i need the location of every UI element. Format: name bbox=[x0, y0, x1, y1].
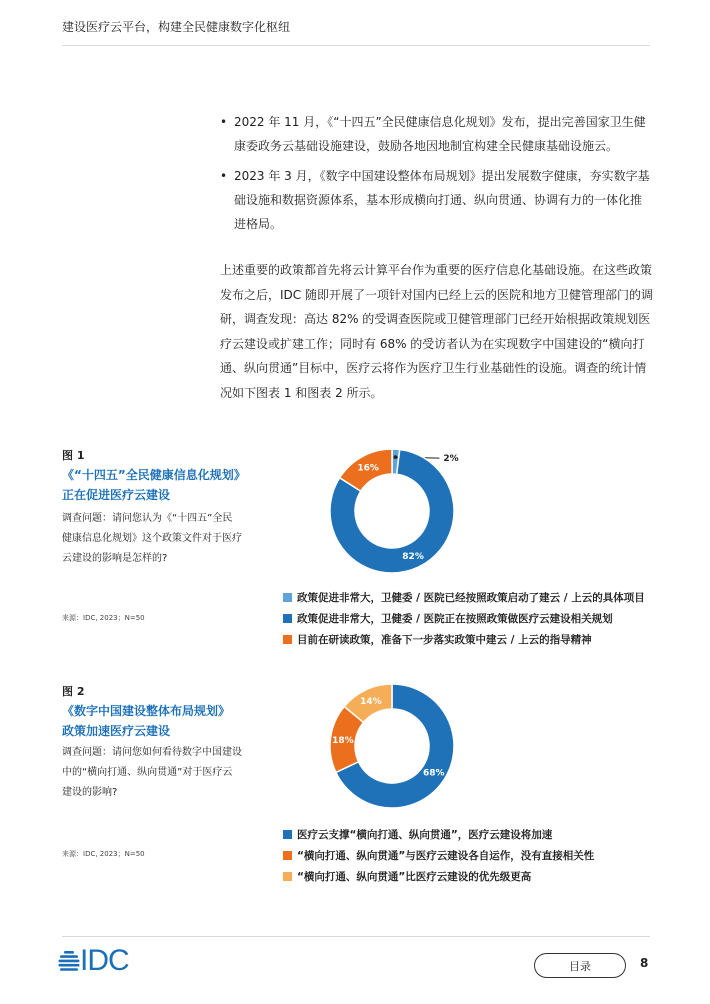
legend-label: “横向打通、纵向贯通”比医疗云建设的优先级更高 bbox=[297, 871, 532, 883]
figure-1-legend bbox=[283, 590, 663, 650]
legend-item bbox=[283, 590, 645, 605]
legend-label: “横向打通、纵向贯通”与医疗云建设各自运作，没有直接相关性 bbox=[297, 850, 595, 862]
legend-item bbox=[283, 848, 594, 863]
bullet-line: 2022 年 11 月，《“十四五”全民健康信息化规划》发布，提出完善国家卫生健 bbox=[234, 115, 646, 129]
slice-value-label: 14% bbox=[360, 697, 382, 708]
paragraph-line: 通、纵向贯通”目标中，医疗云将作为医疗卫生行业基础性的设施。调查的统计情 bbox=[220, 361, 647, 375]
question-line: 建设的影响? bbox=[62, 787, 118, 798]
figure-1-source: 来源：IDC, 2023；N=50 bbox=[62, 614, 145, 622]
legend-item bbox=[283, 632, 592, 647]
slice-value-label: 18% bbox=[332, 735, 354, 746]
paragraph-line: 况如下图表 1 和图表 2 所示。 bbox=[220, 385, 383, 400]
paragraph-line: 研，调查发现：高达 82% 的受调查医院或卫健管理部门已经开始根据政策规划医 bbox=[220, 312, 651, 326]
question-line: 云建设的影响是怎样的? bbox=[62, 553, 168, 564]
figure-1-question bbox=[62, 509, 262, 569]
paragraph-line: 发布之后，IDC 随即开展了一项针对国内已经上云的医院和地方卫健管理部门的调 bbox=[220, 287, 653, 302]
figure-1-donut-chart bbox=[310, 440, 510, 580]
page-number: 8 bbox=[640, 956, 649, 970]
legend-label: 政策促进非常大，卫健委 / 医院正在按照政策做医疗云建设相关规划 bbox=[297, 613, 613, 625]
figure-2-donut-chart bbox=[310, 675, 510, 815]
legend-swatch bbox=[283, 614, 292, 623]
figure-2-title bbox=[62, 701, 230, 741]
bullet-item-1 bbox=[220, 110, 660, 158]
idc-logo-text: IDC bbox=[80, 944, 129, 977]
legend-swatch bbox=[283, 593, 292, 602]
figure-1-title bbox=[62, 465, 246, 505]
paragraph-line: 疗云建设或扩建工作；同时有 68% 的受访者认为在实现数字中国建设的“横向打 bbox=[220, 336, 645, 351]
legend-label: 医疗云支撑“横向打通、纵向贯通”，医疗云建设将加速 bbox=[297, 829, 553, 841]
running-header: 建设医疗云平台，构建全民健康数字化枢纽 bbox=[62, 20, 291, 34]
paragraph-line: 上述重要的政策都首先将云计算平台作为重要的医疗信息化基础设施。在这些政策 bbox=[220, 263, 653, 277]
slice-value-label: 16% bbox=[357, 463, 379, 474]
legend-swatch bbox=[283, 635, 292, 644]
legend-label: 政策促进非常大，卫健委 / 医院已经按照政策启动了建云 / 上云的具体项目 bbox=[297, 592, 645, 604]
figure-title-line: 正在促进医疗云建设 bbox=[62, 488, 171, 502]
footer-divider bbox=[62, 936, 650, 937]
figure-2-legend bbox=[283, 827, 663, 887]
figure-2-question bbox=[62, 743, 262, 803]
legend-swatch bbox=[283, 851, 292, 860]
question-line: 调查问题：请问您认为《“十四五”全民 bbox=[62, 513, 233, 524]
question-line: 健康信息化规划》这个政策文件对于医疗 bbox=[62, 533, 242, 544]
legend-item bbox=[283, 869, 531, 884]
question-line: 中的“横向打通、纵向贯通”对于医疗云 bbox=[62, 767, 233, 778]
figure-title-line: 《数字中国建设整体布局规划》 bbox=[62, 704, 231, 718]
bullet-line: 础设施和数据资源体系，基本形成横向打通、纵向贯通、协调有力的一体化推 bbox=[234, 193, 643, 207]
legend-label: 目前在研读政策，准备下一步落实政策中建云 / 上云的指导精神 bbox=[297, 634, 592, 646]
bullet-icon: • bbox=[220, 115, 228, 129]
figure-title-line: 政策加速医疗云建设 bbox=[62, 724, 171, 738]
bullet-item-2 bbox=[220, 164, 660, 236]
bullet-icon: • bbox=[220, 169, 228, 183]
figure-2-source: 来源：IDC, 2023；N=50 bbox=[62, 850, 145, 858]
toc-button[interactable]: 目录 bbox=[534, 953, 626, 978]
figure-1-label: 图 1 bbox=[62, 449, 85, 462]
body-paragraph bbox=[220, 258, 660, 405]
legend-swatch bbox=[283, 872, 292, 881]
header-divider bbox=[62, 45, 650, 46]
bullet-line: 康委政务云基础设施建设，鼓励各地因地制宜构建全民健康基础设施云。 bbox=[234, 139, 619, 153]
bullet-line: 进格局。 bbox=[234, 217, 283, 231]
slice-value-label: 68% bbox=[423, 768, 445, 779]
figure-2-label: 图 2 bbox=[62, 685, 85, 698]
bullet-line: 2023 年 3 月，《数字中国建设整体布局规划》提出发展数字健康，夯实数字基 bbox=[234, 169, 650, 183]
legend-swatch bbox=[283, 830, 292, 839]
slice-value-label: 82% bbox=[402, 551, 424, 562]
figure-title-line: 《“十四五”全民健康信息化规划》 bbox=[62, 468, 246, 482]
legend-item bbox=[283, 611, 613, 626]
idc-logo-globe-icon bbox=[58, 950, 80, 974]
question-line: 调查问题：请问您如何看待数字中国建设 bbox=[62, 747, 242, 758]
legend-item bbox=[283, 827, 552, 842]
slice-value-label: 2% bbox=[443, 454, 459, 465]
